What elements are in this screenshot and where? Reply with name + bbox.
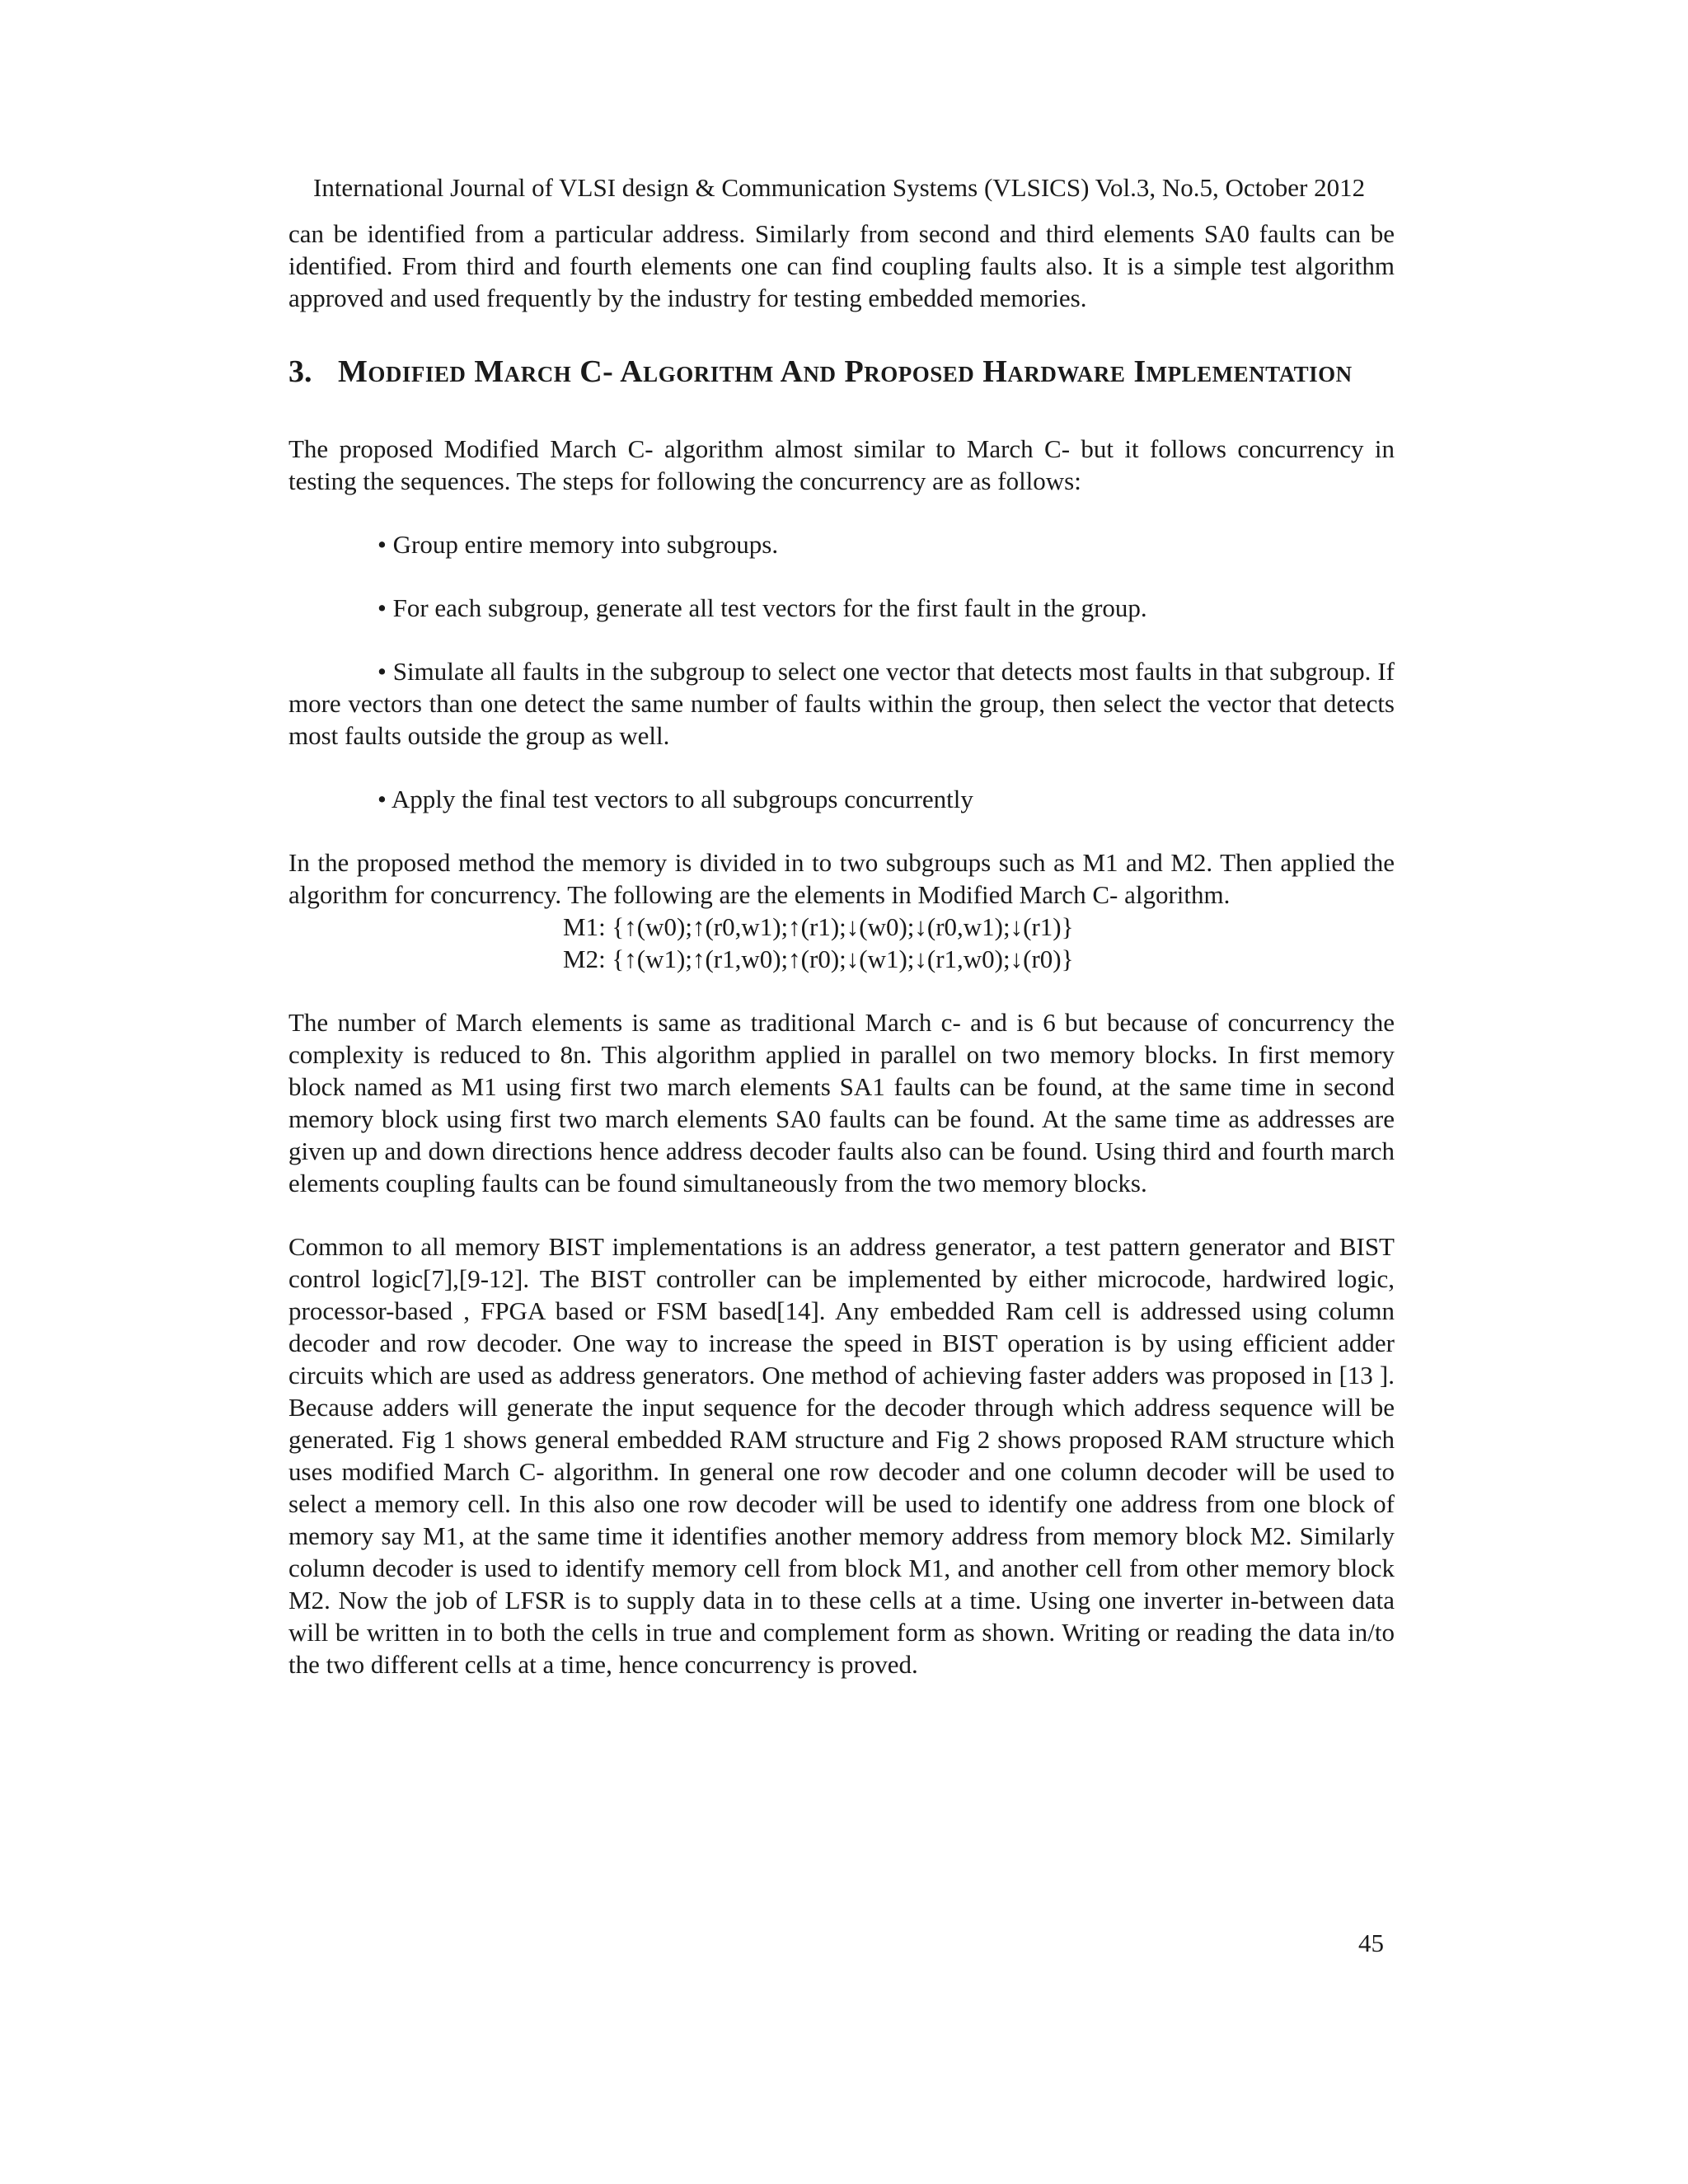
bullet-item-simulate: • Simulate all faults in the subgroup to select one vector that detects most faults in that subgroup. If more vectors than one detect the same number of faults within the group, then select the vector that detects most faults outside the group as well.	[288, 657, 1395, 750]
formula-m2: M2: {↑(w1);↑(r1,w0);↑(r0);↓(w1);↓(r1,w0);↓(r0)}	[563, 944, 1074, 973]
paragraph-march-elements: The number of March elements is same as traditional March c- and is 6 but because of concurrency the complexity is reduced to 8n. This algorithm applied in parallel on two memory blocks. In first memory block named as M1 using first two march elements SA1 faults can be found, at the same time in second memory block using first two march elements SA0 faults can be found. At the same time as addresses are given up and down directions hence address decoder faults also can be found. Using third and fourth march elements coupling faults can be found simultaneously from the two memory blocks.	[288, 1008, 1395, 1197]
formula-m1: M1: {↑(w0);↑(r0,w1);↑(r1);↓(w0);↓(r0,w1);↓(r1)}	[563, 912, 1074, 941]
bullet-item-apply: • Apply the final test vectors to all subgroups concurrently	[377, 785, 973, 813]
page-body	[288, 218, 1395, 1680]
bullet-item-group: • Group entire memory into subgroups.	[377, 530, 779, 559]
journal-header: International Journal of VLSI design & Communication Systems (VLSICS) Vol.3, No.5, October 2012	[313, 173, 1366, 202]
bullet-item-generate: • For each subgroup, generate all test vectors for the first fault in the group.	[377, 593, 1147, 622]
section-number: 3.	[288, 354, 312, 389]
paragraph-concurrency-intro: The proposed Modified March C- algorithm almost similar to March C- but it follows concurrency in testing the sequences. The steps for following the concurrency are as follows:	[288, 434, 1395, 495]
intro-paragraph: can be identified from a particular address. Similarly from second and third elements SA0 faults can be identified. From third and fourth elements one can find coupling faults also. It is a simple test algorithm approved and used frequently by the industry for testing embedded memories.	[288, 219, 1395, 312]
section-title: Modified March C- Algorithm And Proposed Hardware Implementation	[338, 354, 1353, 389]
page-number: 45	[1358, 1929, 1384, 1957]
section-heading	[288, 350, 1395, 393]
paragraph-subgroups: In the proposed method the memory is divided in to two subgroups such as M1 and M2. Then applied the algorithm for concurrency. The following are the elements in Modified March C- algorithm.	[288, 848, 1395, 909]
paragraph-bist-implementation: Common to all memory BIST implementations is an address generator, a test pattern generator and BIST control logic[7],[9-12]. The BIST controller can be implemented by either microcode, hardwired logic, processor-based , FPGA based or FSM based[14]. Any embedded Ram cell is addressed using column decoder and row decoder. One way to increase the speed in BIST operation is by using efficient adder circuits which are used as address generators. One method of achieving faster adders was proposed in [13 ]. Because adders will generate the input sequence for the decoder through which address sequence will be generated. Fig 1 shows general embedded RAM structure and Fig 2 shows proposed RAM structure which uses modified March C- algorithm. In general one row decoder and one column decoder will be used to select a memory cell. In this also one row decoder will be used to identify one address from one block of memory say M1, at the same time it identifies another memory address from memory block M2. Similarly column decoder is used to identify memory cell from block M1, and another cell from other memory block M2. Now the job of LFSR is to supply data in to these cells at a time. Using one inverter in-between data will be written in to both the cells in true and complement form as shown. Writing or reading the data in/to the two different cells at a time, hence concurrency is proved.	[288, 1232, 1395, 1679]
